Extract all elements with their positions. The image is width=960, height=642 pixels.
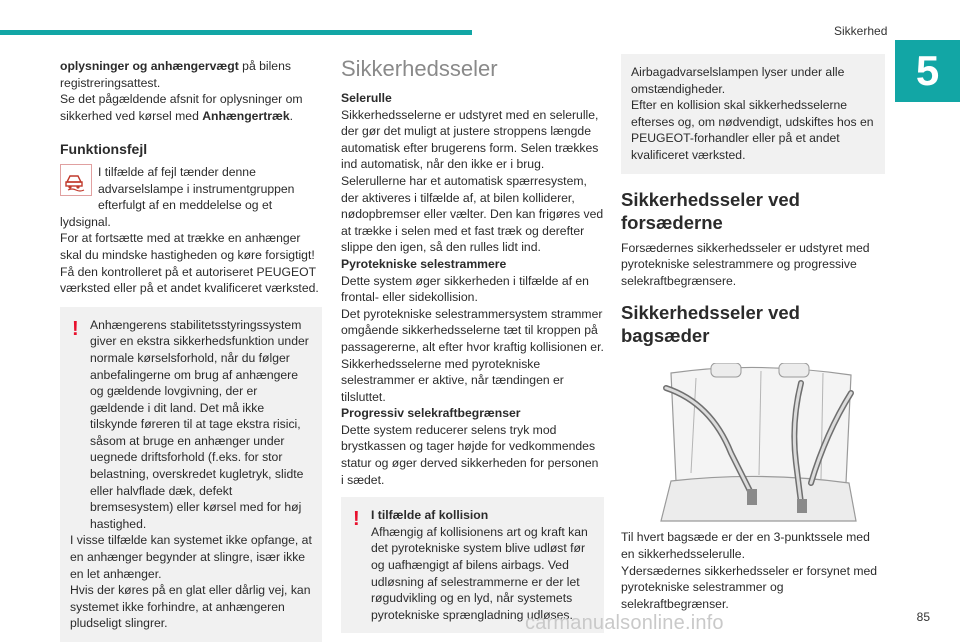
warning-text-3: Hvis der køres på en glat eller dårlig vej, kan systemet ikke forhindre, at anhængeren pludseligt slingrer. [70, 583, 311, 631]
collision-title: I tilfælde af kollision [371, 508, 489, 523]
trailer-warning-icon [60, 164, 92, 196]
fault-section [60, 164, 322, 297]
warning-text-1: Anhængerens stabilitetsstyringssystem giver en ekstra sikkerhedsfunktion under normale kørselsforhold, når du følger anbefalingerne om brug af anhængere og gældende lovgivning, der er gældende i dit land. Det må ikke tilskynde føreren til at tage ekstra risici, såsom at bruge en anhænger under uegnede driftsforhold (f.eks. for stor belastning, overskredet kugletryk, slidte eller halvflade dæk, defekt bremsesystem) eller kørsel med for høj hastighed. [90, 317, 309, 531]
warning-box-trailer [60, 307, 322, 642]
rear-seatbelts-text: Til hvert bagsæde er der en 3-punktssele med en sikkerhedsselerulle. [621, 530, 870, 561]
prog-title: Progressiv selekraftbegrænser [341, 406, 521, 421]
fault-heading: Funktionsfejl [60, 141, 148, 158]
exclamation-warning-icon: ! [353, 508, 360, 531]
fault-text-3: Få den kontrolleret på et autoriseret PEUGEOT værksted eller på et andet kvalificeret værksted. [60, 264, 319, 296]
rear-seat-belt-illustration [651, 363, 861, 523]
fault-text: I tilfælde af fejl tænder denne advarselslampe i instrumentgruppen efterfulgt af en meddelelse og et lydsignal. [60, 164, 295, 229]
selerulle-text: Sikkerhedsselerne er udstyret med en selerulle, der gør det muligt at justere stroppens længde automatisk efter brugerens form. Selen trækkes ind automatisk, når den ikke er i brug. [341, 107, 599, 172]
front-seatbelts-text: Forsædernes sikkerhedsseler er udstyret med pyrotekniske selestrammere og progressive selekraftbegrænsere. [621, 240, 870, 288]
intro-paragraph: oplysninger og anhængervægt på bilens registreringsattest. [60, 59, 291, 90]
pyro-text-2: Det pyrotekniske selestrammersystem strammer omgående sikkerhedsselerne tæt til kroppen på passagererne, alt efter hvor kraftig kollisionen er. [341, 306, 604, 354]
selerulle-title: Selerulle [341, 91, 392, 105]
seatbelts-heading: Sikkerhedsseler [341, 56, 498, 81]
column-middle [341, 58, 604, 633]
exclamation-warning-icon: ! [72, 317, 79, 340]
watermark: carmanualsonline.info [525, 612, 724, 634]
prog-text: Dette system reducerer selens tryk mod brystkassen og tager højde for vedkommendes statur og øger derved sikkerheden for personen i sædet. [341, 422, 599, 487]
column-right [621, 58, 885, 612]
info-text-2: Efter en kollision skal sikkerhedsselerne efterses og, om nødvendigt, udskiftes hos en PEUGEOT-forhandler eller på et andet kvalificeret værksted. [631, 98, 874, 162]
selerulle-text-2: Selerullerne har et automatisk spærresystem, der aktiveres i tilfælde af, at bilen kolliderer, nødopbremser eller vælter. Den kan frigøres ved at trække i selen med et fast træk og derefter slippe den igen, så den rulles lidt ind. [341, 173, 604, 255]
info-text-1: Airbagadvarselslampen lyser under alle omstændigheder. [631, 65, 845, 96]
fault-text-2: For at fortsætte med at trække en anhænger skal du mindske hastigheden og køre forsigtigt! [60, 231, 315, 262]
header-accent-bar [0, 30, 472, 35]
front-seatbelts-heading: Sikkerhedsseler ved forsæderne [621, 188, 800, 233]
section-title: Sikkerhed [834, 24, 888, 38]
rear-seatbelts-text-2: Ydersædernes sikkerhedsseler er forsynet med pyrotekniske selestrammer og selekraftbegrænser. [621, 563, 878, 611]
pyro-text-3: Sikkerhedsselerne med pyrotekniske selestrammer er aktive, når tændingen er tilsluttet. [341, 356, 564, 404]
column-left [60, 58, 322, 642]
pyro-title: Pyrotekniske selestrammere [341, 256, 507, 271]
info-box-airbag [621, 54, 885, 174]
page-number: 85 [916, 610, 930, 624]
intro-paragraph-2: Se det pågældende afsnit for oplysninger om sikkerhed ved kørsel med Anhængertræk. [60, 92, 303, 123]
collision-text: Afhængig af kollisionens art og kraft kan det pyrotekniske system blive udløst før og uafhængigt af bilens airbags. Ved udløsning af selestrammerne er der let røgudvikling og en lyd, når systemets pyrotekniske sprængladning udløses. [371, 524, 588, 622]
pyro-text: Dette system øger sikkerheden i tilfælde af en frontal- eller sidekollision. [341, 273, 589, 305]
warning-text-2: I visse tilfælde kan systemet ikke opfange, at en anhænger begynder at slingre, især ikke en let anhænger. [70, 533, 312, 581]
chapter-number-tab: 5 [895, 40, 960, 102]
rear-seatbelts-heading: Sikkerhedsseler ved bagsæder [621, 302, 800, 347]
